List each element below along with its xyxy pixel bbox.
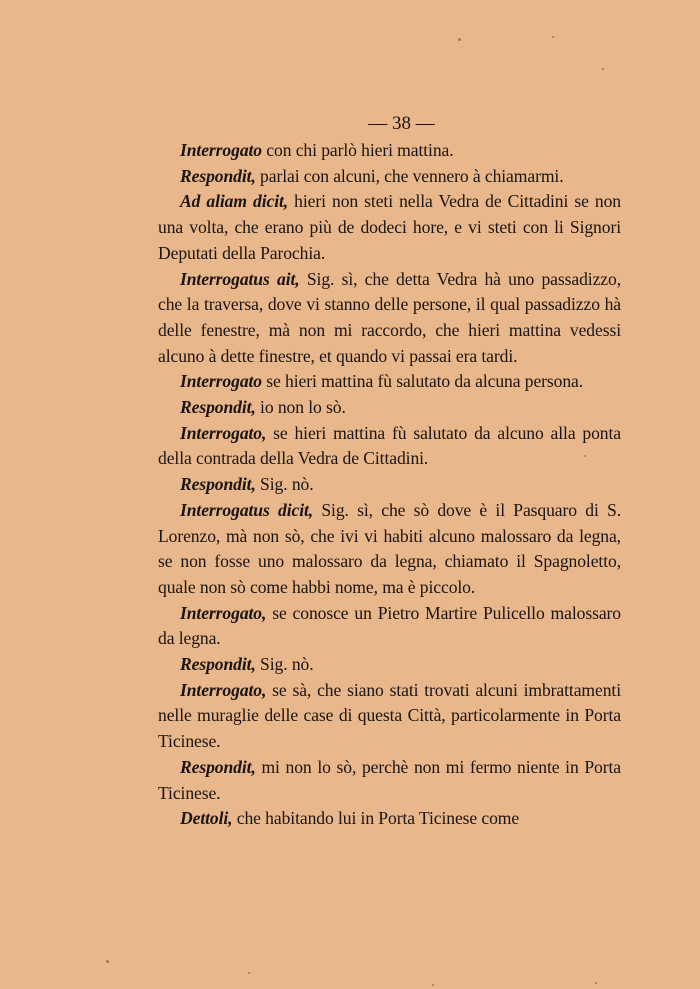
paragraph (158, 138, 621, 164)
paper-speck (248, 972, 250, 974)
speaker-lead: Respondit, (180, 756, 256, 777)
paragraph (158, 472, 621, 498)
paper-speck (595, 982, 597, 984)
paragraph (158, 678, 621, 755)
paragraph (158, 189, 621, 266)
speaker-lead: Respondit, (180, 474, 256, 495)
paper-speck (552, 36, 554, 38)
paragraph-text: mi non lo sò, perchè non mi fermo niente in Porta Ticinese. (158, 756, 621, 803)
paper-speck (458, 38, 461, 41)
document-page (158, 110, 621, 832)
speaker-lead: Interrogatus dicit, (180, 499, 314, 520)
page-number: — 38 — (368, 113, 435, 134)
speaker-lead: Interrogatus ait, (180, 268, 300, 289)
paper-speck (602, 68, 604, 70)
paper-speck (432, 984, 434, 986)
paragraph (158, 395, 621, 421)
paragraph-text: con chi parlò hieri mattina. (262, 140, 454, 160)
speaker-lead: Interrogato (180, 371, 262, 392)
speaker-lead: Respondit, (180, 397, 256, 418)
paragraph (158, 498, 621, 601)
paragraph-text: che habitando lui in Porta Ticinese come (232, 808, 520, 829)
paragraph-text: se conosce un Pietro Martire Pulicello malossaro da legna. (158, 602, 621, 649)
speaker-lead: Respondit, (180, 165, 256, 186)
speaker-lead: Interrogato, (180, 602, 267, 623)
paragraph-text: hieri non steti nella Vedra de Cittadini se non una volta, che erano più de dodeci hore, e vi steti con li Signori Deputati della Parochia. (158, 191, 621, 263)
paragraph (158, 755, 621, 806)
paragraph (158, 421, 621, 472)
paragraph (158, 369, 621, 395)
paragraph (158, 267, 621, 370)
paragraph-text: Sig. sì, che detta Vedra hà uno passadizzo, che la traversa, dove vi stanno delle persone, il qual passadizzo hà delle fenestre, mà non mi raccordo, che hieri mattina vedessi alcuno à dette finestre, et quando vi passai era tardi. (158, 268, 621, 366)
paragraph-text: Sig. sì, che sò dove è il Pasquaro di S. Lorenzo, mà non sò, che ivi vi habiti alcuno malossaro da legna, se non fosse uno malossaro da legna, chiamato il Spagnoletto, quale non sò come habbi nome, ma è piccolo. (158, 499, 621, 597)
paragraph (158, 806, 621, 832)
paper-speck (106, 960, 109, 963)
paragraph-text: se sà, che siano stati trovati alcuni imbrattamenti nelle muraglie delle case di questa Città, particolarmente in Porta Ticinese. (158, 679, 621, 752)
paragraph-text: se hieri mattina fù salutato da alcuno alla ponta della contrada della Vedra de Cittadini. (158, 422, 621, 469)
speaker-lead: Ad aliam dicit, (180, 191, 289, 212)
paragraph (158, 601, 621, 652)
paragraph-text: se hieri mattina fù salutato da alcuna persona. (262, 371, 584, 392)
speaker-lead: Dettoli, (180, 808, 233, 829)
paragraph-text: Sig. nò. (255, 654, 314, 675)
paragraph (158, 652, 621, 678)
paragraph (158, 164, 621, 190)
speaker-lead: Respondit, (180, 654, 256, 675)
speaker-lead: Interrogato, (180, 679, 267, 700)
paragraph-text: Sig. nò. (255, 474, 314, 495)
paragraph-text: parlai con alcuni, che vennero à chiamarmi. (255, 165, 564, 186)
speaker-lead: Interrogato (180, 140, 262, 160)
paragraph-text: io non lo sò. (255, 397, 346, 418)
speaker-lead: Interrogato, (180, 422, 267, 443)
